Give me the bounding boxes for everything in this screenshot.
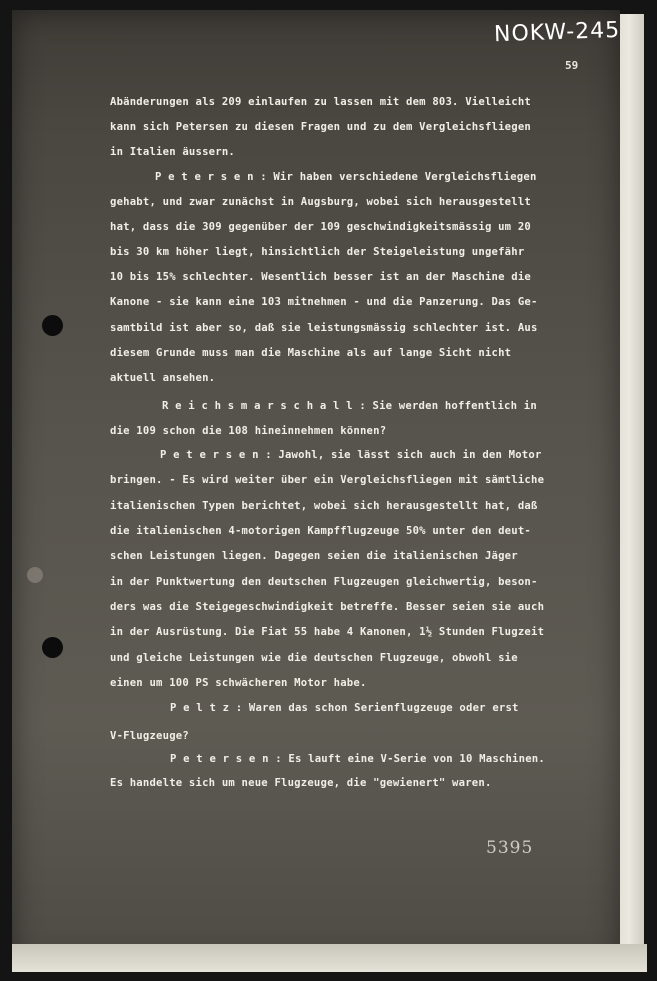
speaker-line: P e t e r s e n : Es lauft eine V-Serie von 10 Maschinen. (170, 753, 545, 765)
stamped-page-number: 5395 (486, 838, 534, 858)
text-line: gehabt, und zwar zunächst in Augsburg, wobei sich herausgestellt (110, 196, 531, 208)
text-line: bringen. - Es wird weiter über ein Vergleichsfliegen mit sämtliche (110, 474, 545, 486)
text-line: ders was die Steigegeschwindigkeit betreffe. Besser seien sie auch (110, 601, 545, 613)
speaker-line: R e i c h s m a r s c h a l l : Sie werden hoffentlich in (162, 400, 537, 412)
text-line: aktuell ansehen. (110, 372, 216, 384)
archive-id-handwritten: NOKW-245 (493, 17, 621, 48)
punch-hole-icon (42, 637, 63, 658)
text-line: einen um 100 PS schwächeren Motor habe. (110, 677, 367, 689)
page-number: 59 (565, 59, 579, 72)
paper-bottom-edge (12, 944, 647, 972)
text-line: die italienischen 4-motorigen Kampfflugzeuge 50% unter den deut- (110, 525, 531, 537)
text-line: Es handelte sich um neue Flugzeuge, die "gewienert" waren. (110, 777, 492, 789)
punch-hole-icon (42, 315, 63, 336)
text-line: bis 30 km höher liegt, hinsichtlich der Steigeleistung ungefähr (110, 246, 525, 258)
speaker-line: P e t e r s e n : Wir haben verschiedene Vergleichsfliegen (155, 171, 537, 183)
text-line: die 109 schon die 108 hineinnehmen können? (110, 425, 387, 437)
text-line: Abänderungen als 209 einlaufen zu lassen mit dem 803. Vielleicht (110, 96, 531, 108)
text-line: hat, dass die 309 gegenüber der 109 geschwindigkeitsmässig um 20 (110, 221, 531, 233)
text-line: in der Punktwertung den deutschen Flugzeugen gleichwertig, beson- (110, 576, 538, 588)
faint-punch-hole-icon (27, 567, 43, 583)
text-line: kann sich Petersen zu diesen Fragen und zu dem Vergleichsfliegen (110, 121, 531, 133)
text-line: 10 bis 15% schlechter. Wesentlich besser ist an der Maschine die (110, 271, 531, 283)
speaker-line: P e t e r s e n : Jawohl, sie lässt sich auch in den Motor (160, 449, 542, 461)
text-line: italienischen Typen berichtet, wobei sich herausgestellt hat, daß (110, 500, 538, 512)
text-line: V-Flugzeuge? (110, 730, 189, 742)
text-line: diesem Grunde muss man die Maschine als auf lange Sicht nicht (110, 347, 512, 359)
document-page (12, 10, 620, 965)
text-line: samtbild ist aber so, daß sie leistungsmässig schlechter ist. Aus (110, 322, 538, 334)
speaker-line: P e l t z : Waren das schon Serienflugzeuge oder erst (170, 702, 519, 714)
text-line: und gleiche Leistungen wie die deutschen Flugzeuge, obwohl sie (110, 652, 518, 664)
text-line: in Italien äussern. (110, 146, 235, 158)
text-line: schen Leistungen liegen. Dagegen seien die italienischen Jäger (110, 550, 518, 562)
text-line: in der Ausrüstung. Die Fiat 55 habe 4 Kanonen, 1½ Stunden Flugzeit (110, 626, 545, 638)
text-line: Kanone - sie kann eine 103 mitnehmen - und die Panzerung. Das Ge- (110, 296, 538, 308)
